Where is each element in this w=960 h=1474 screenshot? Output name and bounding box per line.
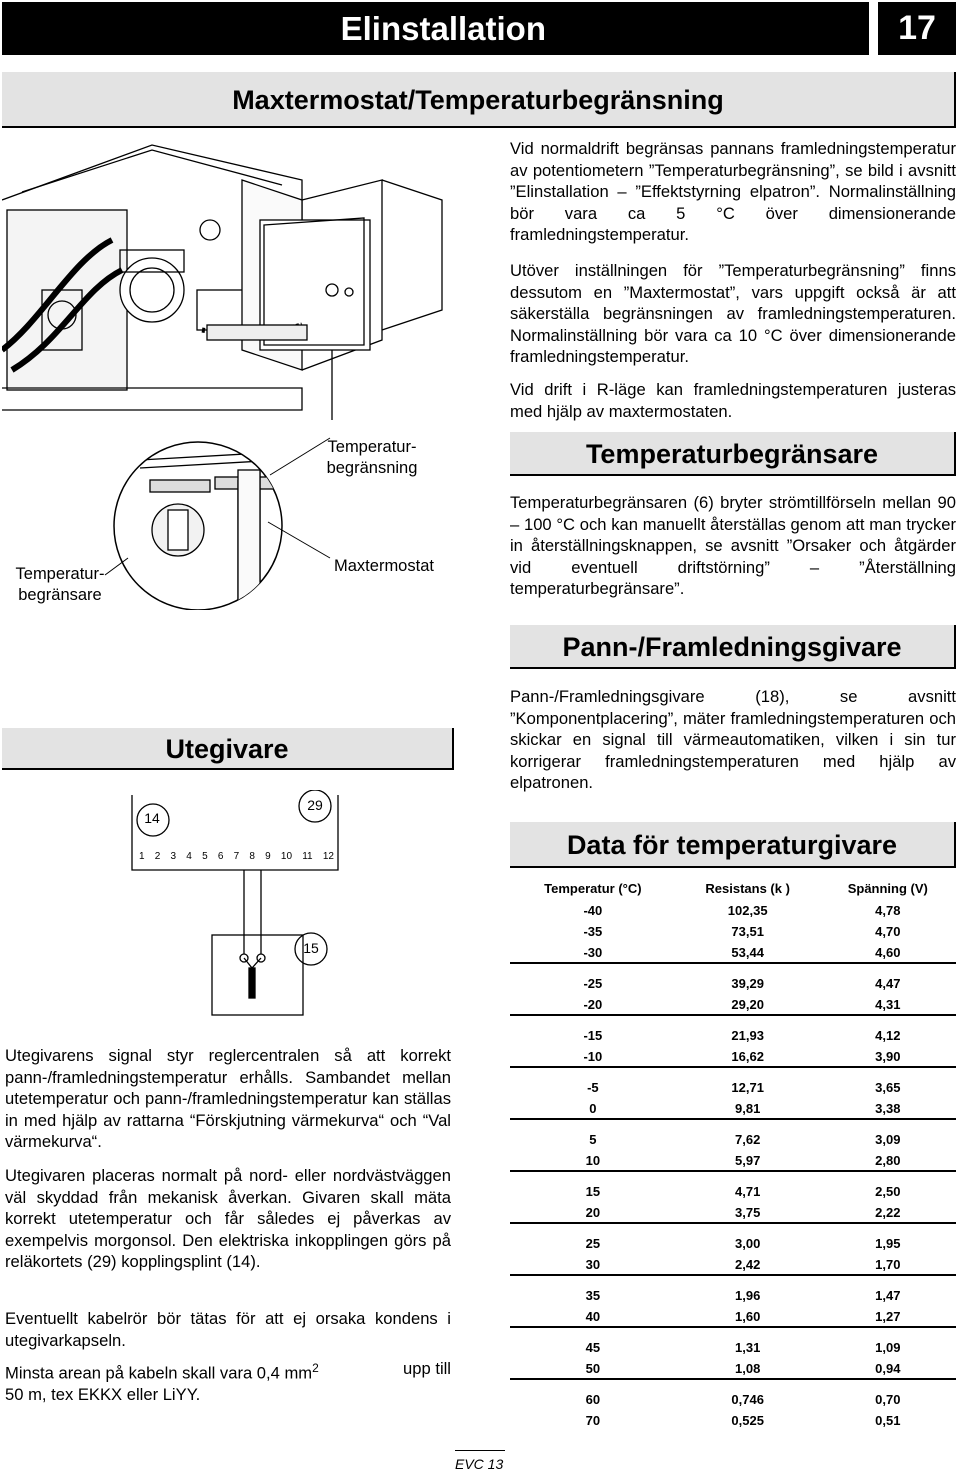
terminal-10: 10 xyxy=(280,851,293,862)
section-title: Maxtermostat/Temperaturbegränsning xyxy=(2,72,956,128)
cell-voltage: 3,65 xyxy=(875,1080,901,1095)
table-separator xyxy=(510,1015,956,1025)
terminal-12: 12 xyxy=(322,851,334,862)
limiter-detail-illustration xyxy=(100,430,340,610)
cell-temperature: 30 xyxy=(585,1256,601,1272)
cell-temperature: 5 xyxy=(589,1132,597,1147)
cell-voltage: 0,94 xyxy=(875,1360,901,1376)
cell-voltage: 4,31 xyxy=(875,996,901,1012)
terminal-5: 5 xyxy=(202,851,208,862)
outdoor-paragraph-2: Utegivaren placeras normalt på nord- eller nordvästväggen väl skyddad från mekanisk åverkan. Givaren skall mäta korrekt utetemperatur och får således ej påverkas av exempelvis morgonsol. Den elektriska inkopplingen görs på reläkortets (29) kopplingsplint (14). xyxy=(5,1166,451,1272)
table-row xyxy=(510,1202,956,1223)
table-separator xyxy=(510,1171,956,1181)
cell-voltage: 4,47 xyxy=(875,976,901,991)
table-separator xyxy=(510,1067,956,1077)
callout-14: 14 xyxy=(144,810,160,826)
cell-resistance: 0,746 xyxy=(731,1392,764,1407)
cell-resistance: 9,81 xyxy=(735,1100,761,1116)
superscript-2: 2 xyxy=(312,1361,319,1375)
cell-resistance: 0,525 xyxy=(731,1413,764,1428)
table-row xyxy=(510,1098,956,1119)
cell-voltage: 3,09 xyxy=(875,1132,901,1147)
terminal-2: 2 xyxy=(154,851,161,862)
table-row xyxy=(510,1337,956,1358)
cell-temperature: 60 xyxy=(585,1392,601,1407)
cell-temperature: -15 xyxy=(583,1028,603,1043)
col-resistance: Resistans (k ) xyxy=(705,880,790,896)
table-row xyxy=(510,1129,956,1150)
terminal-9: 9 xyxy=(265,851,271,862)
cell-temperature: 35 xyxy=(585,1288,601,1303)
cable-length-prefix: upp till xyxy=(403,1359,451,1378)
outdoor-paragraph-1: Utegivarens signal styr reglercentralen så att korrekt pann-/framledningstemperatur erhålls. Sambandet mellan utetemperatur och pann-/framledningstemperatur kan ställas in med hjälp av rattarna “Förskjutning värmekurva“ och “Val värmekurva“. xyxy=(5,1046,451,1152)
cell-voltage: 4,70 xyxy=(875,924,901,939)
outdoor-sensor-heading: Utegivare xyxy=(2,728,454,770)
cell-temperature: -40 xyxy=(583,903,603,918)
cell-voltage: 3,90 xyxy=(875,1048,901,1064)
table-row xyxy=(510,1410,956,1431)
cell-temperature: -20 xyxy=(583,996,603,1012)
label-temperature-limit: Temperatur- begränsning xyxy=(326,438,418,477)
cell-temperature: 50 xyxy=(585,1360,601,1376)
cell-resistance: 5,97 xyxy=(735,1152,761,1168)
cell-temperature: -25 xyxy=(583,976,603,991)
terminal-1: 1 xyxy=(139,851,145,862)
table-row xyxy=(510,973,956,994)
cell-temperature: 20 xyxy=(585,1204,601,1220)
table-separator xyxy=(510,1275,956,1285)
terminal-7: 7 xyxy=(233,851,240,862)
limiter-heading: Temperaturbegränsare xyxy=(510,432,956,476)
cell-voltage: 1,70 xyxy=(875,1256,901,1272)
table-row xyxy=(510,994,956,1015)
cell-temperature: 45 xyxy=(585,1340,601,1355)
cable-spec: 50 m, tex EKKX eller LiYY. xyxy=(5,1385,201,1405)
chapter-title: Elinstallation xyxy=(2,2,869,55)
table-row xyxy=(510,1046,956,1067)
sensor-data-table xyxy=(510,876,956,1431)
cell-resistance: 3,75 xyxy=(735,1204,761,1220)
cell-resistance: 21,93 xyxy=(731,1028,764,1043)
table-separator xyxy=(510,1119,956,1129)
callout-15: 15 xyxy=(303,940,319,956)
table-row xyxy=(510,942,956,963)
table-row xyxy=(510,1233,956,1254)
label-limiter: Temperatur- begränsare xyxy=(15,565,105,604)
table-row xyxy=(510,1077,956,1098)
cell-resistance: 1,31 xyxy=(735,1340,761,1355)
cell-resistance: 39,29 xyxy=(731,976,764,991)
cell-temperature: 10 xyxy=(585,1152,601,1168)
cell-voltage: 4,12 xyxy=(875,1028,901,1043)
cable-area-text: Minsta arean på kabeln skall vara 0,4 mm xyxy=(5,1363,313,1383)
intro-paragraph-3: Vid drift i R-läge kan framledningstemperaturen justeras med hjälp av maxtermostaten. xyxy=(510,380,956,421)
cell-voltage: 2,22 xyxy=(875,1204,901,1220)
intro-paragraph-1: Vid normaldrift begränsas pannans framledningstemperatur av potentiometern ”Temperaturbegränsning”, se bild i avsnitt ”Elinstallation – ”Effektstyrning elpatron”. Normalinställning bör vara ca 5 °C över dimensionerande framledningstemperatur. xyxy=(510,139,956,245)
cell-voltage: 1,47 xyxy=(875,1288,901,1303)
table-row xyxy=(510,1181,956,1202)
data-heading: Data för temperaturgivare xyxy=(510,822,956,868)
cell-temperature: -35 xyxy=(583,924,603,939)
cell-voltage: 0,70 xyxy=(875,1392,901,1407)
cell-temperature: -30 xyxy=(583,944,603,960)
cell-resistance: 4,71 xyxy=(735,1184,761,1199)
table-row xyxy=(510,1306,956,1327)
intro-paragraph-2: Utöver inställningen för ”Temperaturbegränsning” finns dessutom en ”Maxtermostat”, vars uppgift också är att säkerställa begränsningen av framledningstemperaturen. Normalinställning bör vara ca 10 °C över dimensionerande framledningstemperatur. xyxy=(510,261,956,367)
cell-resistance: 7,62 xyxy=(735,1132,761,1147)
cell-voltage: 1,95 xyxy=(875,1236,901,1251)
boiler-illustration xyxy=(2,140,454,425)
outdoor-paragraph-3: Eventuellt kabelrör bör tätas för att ej orsaka kondens i utegivarkapseln. xyxy=(5,1309,451,1350)
table-separator xyxy=(510,1379,956,1389)
cell-resistance: 1,08 xyxy=(735,1360,761,1376)
cell-temperature: 15 xyxy=(585,1184,601,1199)
cell-resistance: 53,44 xyxy=(731,944,764,960)
table-separator xyxy=(510,1223,956,1233)
limiter-paragraph: Temperaturbegränsaren (6) bryter strömtillförseln mellan 90 – 100 °C och kan manuellt återställas genom att man trycker in återställningsknappen, se avsnitt ”Orsaker och åtgärder vid eventuell driftstörning” – ”Återställning temperaturbegränsare”. xyxy=(510,493,956,599)
cell-resistance: 29,20 xyxy=(731,996,764,1012)
footer-rule xyxy=(455,1450,505,1451)
table-row xyxy=(510,1285,956,1306)
table-row xyxy=(510,1254,956,1275)
cell-resistance: 16,62 xyxy=(731,1048,764,1064)
terminal-8: 8 xyxy=(249,851,255,862)
cell-voltage: 2,80 xyxy=(875,1152,901,1168)
cell-resistance: 2,42 xyxy=(735,1256,761,1272)
table-row xyxy=(510,1025,956,1046)
cell-voltage: 3,38 xyxy=(875,1100,901,1116)
table-row xyxy=(510,1389,956,1410)
cell-voltage: 4,78 xyxy=(875,903,901,918)
terminal-3: 3 xyxy=(170,851,177,862)
cell-temperature: -10 xyxy=(583,1048,603,1064)
col-temperature: Temperatur (°C) xyxy=(544,880,642,896)
cell-resistance: 3,00 xyxy=(735,1236,761,1251)
cell-temperature: 0 xyxy=(589,1100,597,1116)
cell-resistance: 12,71 xyxy=(731,1080,764,1095)
cell-temperature: 70 xyxy=(585,1413,601,1428)
terminal-6: 6 xyxy=(217,851,224,862)
table-row xyxy=(510,1150,956,1171)
label-maxthermostat: Maxtermostat xyxy=(334,557,434,575)
cell-resistance: 1,60 xyxy=(735,1308,761,1324)
cell-resistance: 1,96 xyxy=(735,1288,761,1303)
table-separator xyxy=(510,1327,956,1337)
footer-code: EVC 13 xyxy=(455,1456,504,1472)
terminal-11: 11 xyxy=(302,851,313,862)
callout-29: 29 xyxy=(307,797,323,813)
sensor-heading: Pann-/Framledningsgivare xyxy=(510,625,956,669)
sensor-paragraph: Pann-/Framledningsgivare (18), se avsnitt ”Komponentplacering”, mäter framledningstemperaturen och skickar en signal till värmeautomatiken, vilken i sin tur korrigerar framledningstemperaturen med hjälp av elpatronen. xyxy=(510,687,956,793)
terminal-4: 4 xyxy=(186,851,192,862)
page-number: 17 xyxy=(878,2,956,55)
cell-voltage: 2,50 xyxy=(875,1184,901,1199)
cell-voltage: 0,51 xyxy=(875,1413,901,1428)
cell-resistance: 102,35 xyxy=(727,903,768,918)
outdoor-paragraph-4 xyxy=(5,1358,451,1406)
cell-temperature: 40 xyxy=(585,1308,601,1324)
cell-voltage: 4,60 xyxy=(875,944,901,960)
cell-voltage: 1,27 xyxy=(875,1308,901,1324)
terminal-numbers xyxy=(139,851,334,862)
col-voltage: Spänning (V) xyxy=(847,880,928,896)
table-row xyxy=(510,921,956,942)
cell-temperature: -5 xyxy=(587,1080,599,1095)
table-separator xyxy=(510,963,956,973)
cell-voltage: 1,09 xyxy=(875,1340,901,1355)
table-row xyxy=(510,900,956,921)
cell-resistance: 73,51 xyxy=(731,924,764,939)
table-row xyxy=(510,1358,956,1379)
cell-temperature: 25 xyxy=(585,1236,601,1251)
